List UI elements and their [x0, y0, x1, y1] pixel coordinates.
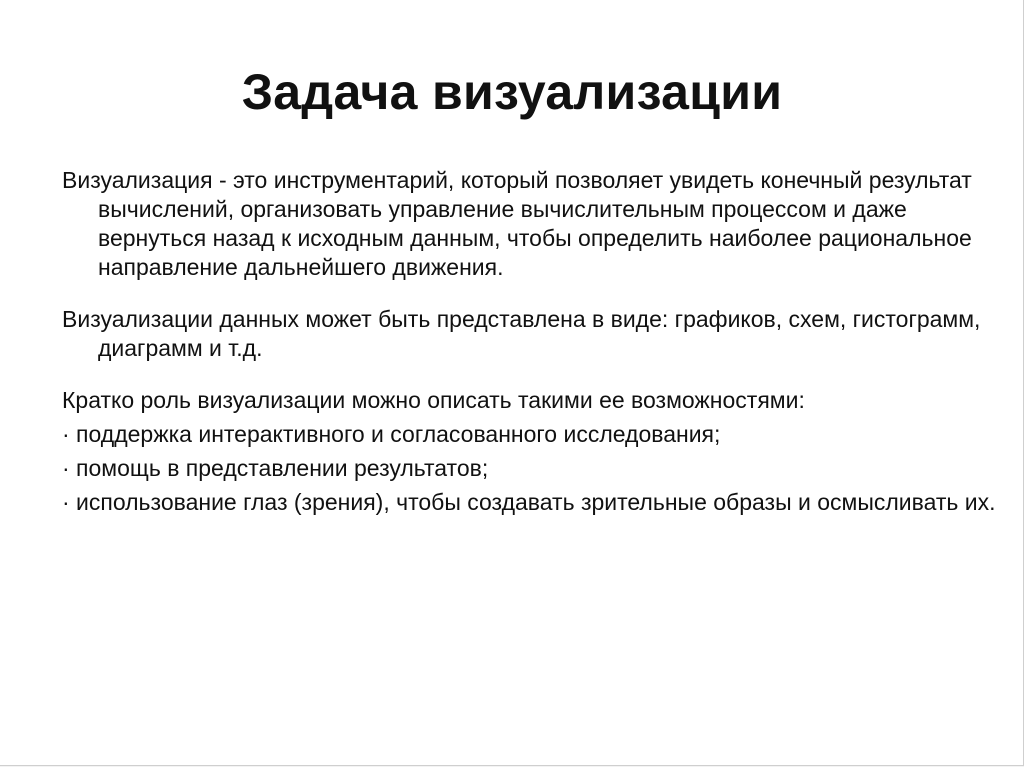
paragraph-forms: Визуализации данных может быть представлена в виде: графиков, схем, гистограмм, диаграмм и т.д. — [62, 306, 981, 361]
bullet-item: · поддержка интерактивного и согласованного исследования; — [62, 421, 721, 447]
slide-title: Задача визуализации — [241, 64, 783, 120]
bullet-item: · использование глаз (зрения), чтобы создавать зрительные образы и осмысливать их. — [62, 489, 996, 515]
paragraph-definition: Визуализация - это инструментарий, который позволяет увидеть конечный результат вычислений, организовать управление вычислительным процессом и даже вернуться назад к исходным данным, чтобы определить наиболее рациональное направление дальнейшего движения. — [62, 167, 972, 280]
bullet-item: · помощь в представлении результатов; — [62, 455, 489, 481]
paragraph-role-intro: Кратко роль визуализации можно описать такими ее возможностями: — [62, 387, 805, 413]
slide-body — [62, 166, 1002, 517]
